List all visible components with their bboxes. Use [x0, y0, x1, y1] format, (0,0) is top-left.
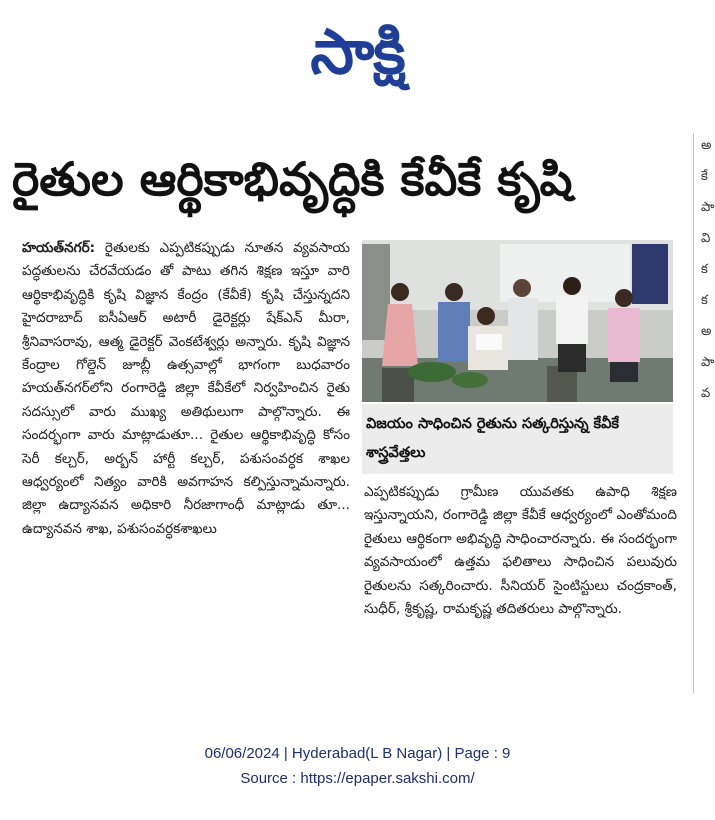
- masthead-logo: సాక్షి: [310, 15, 405, 88]
- photo-caption: విజయం సాధించిన రైతును సత్కరిస్తున్న కేవీకే శాస్త్రవేత్తలు: [362, 404, 673, 474]
- article-body-column-2: ఎప్పటికప్పుడు గ్రామీణ యువతకు ఉపాధి శిక్షణ ఇస్తున్నాయని, రంగారెడ్డి జిల్లా కేవీకే ఆధ్వర్యంలో ఎంతోమంది రైతులు ఆర్థికంగా అభివృద్ధి సాధించారన్నారు. ఈ సందర్భంగా వ్యవసాయంలో ఉత్తమ ఫలితాలు సాధించిన పలువురు రైతులను సత్కరించారు. సీనియర్‌ సైంటిస్టులు చంద్రకాంత్‌, సుధీర్‌, శ్రీకృష్ణ, రామకృష్ణ తదితరులు పాల్గొన్నారు.: [364, 484, 677, 618]
- photo-illustration: [362, 240, 673, 402]
- adjacent-article-fragment: అ కే పా వి క క అ పా వ: [701, 138, 715, 401]
- footer-edition-info: 06/06/2024 | Hyderabad(L B Nagar) | Page : 9: [204, 745, 511, 762]
- dateline: హయత్‌నగర్‌:: [22, 240, 96, 256]
- article-headline: రైతుల ఆర్థికాభివృద్ధికి కేవీకే కృషి: [12, 152, 573, 206]
- news-photo: [362, 240, 673, 402]
- column-divider: [693, 133, 694, 693]
- body-text-1: రైతులకు ఎప్పటికప్పుడు నూతన వ్యవసాయ పద్ధతులను చేరవేయడం తో పాటు తగిన శిక్షణ ఇస్తూ వారి ఆర్థికాభివృద్ధికి కృషి విజ్ఞాన కేంద్రం (కేవీకే) కృషి చేస్తున్నదని హైదరాబాద్‌ ఐసీఏఆర్‌ అటారీ డైరెక్టర్లు షేక్‌ఎన్‌ మీరా, శ్రీనివాసరావు, ఆత్మ డైరెక్టర్‌ వెంకటేశ్వర్లు అన్నారు. కృషి విజ్ఞాన కేంద్రాల గోల్డెన్‌ జూబ్లీ ఉత్సవాల్లో భాగంగా బుధవారం హయత్‌నగర్‌లోని రంగారెడ్డి జిల్లా కేవీకేలో నిర్వహించిన రైతు సదస్సులో వారు ముఖ్య అతిథులుగా పాల్గొన్నారు. ఈ సందర్భంగా వారు మాట్లాడుతూ... రైతుల ఆర్థికాభివృద్ధి కోసం సెరీ కల్చర్‌, అర్బన్‌ హార్టీ కల్చర్‌, పశుసంవర్ధక శాఖల ఆధ్వర్యంలో నిత్యం వారికి అవగాహన కల్పిస్తున్నామన్నారు. జిల్లా ఉద్యానవన అధికారి నీరజాగాంధీ మాట్లాడు తూ... ఉద్యానవన శాఖ, పశుసంవర్ధకశాఖలు: [22, 240, 350, 537]
- footer-source-link[interactable]: Source : https://epaper.sakshi.com/: [240, 770, 475, 787]
- article-body-column-1: [22, 237, 350, 541]
